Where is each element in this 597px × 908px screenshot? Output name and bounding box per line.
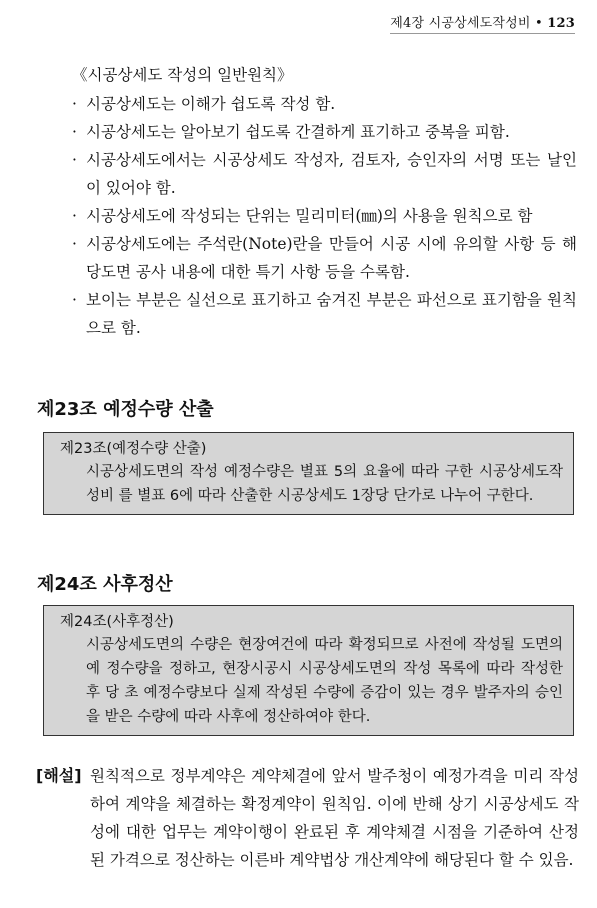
header-separator: •: [535, 16, 543, 31]
running-header: [390, 12, 575, 34]
article-24-box-body: 시공상세도면의 수량은 현장여건에 따라 확정되므로 사전에 작성될 도면의 예 정수량을 정하고, 현장시공시 시공상세도면의 작성 목록에 따라 작성한 후 당 초 예정수량보다 실제 작성된 수량에 증감이 있는 경우 발주자의 승인을 받은 수량에 따라 사후에 정산하여야 한다.: [86, 637, 563, 725]
article-23-box-title: 제23조(예정수량 산출): [60, 441, 207, 457]
principles-list: [72, 90, 577, 342]
principle-item: · 보이는 부분은 실선으로 표기하고 숨겨진 부분은 파선으로 표기함을 원칙으로 함.: [72, 286, 577, 342]
article-24-box: [43, 605, 574, 736]
commentary-text: 원칙적으로 정부계약은 계약체결에 앞서 발주청이 예정가격을 미리 작성하여 계약을 체결하는 확정계약이 원칙임. 이에 반해 상기 시공상세도 작성에 대한 업무는 계약이행이 완료된 후 계약체결 시점을 기준하여 산정된 가격으로 정산하는 이른바 계약법상 개산계약에 해당된다 할 수 있음.: [90, 767, 579, 869]
principle-item: · 시공상세도에 작성되는 단위는 밀리미터(㎜)의 사용을 원칙으로 함: [72, 202, 577, 230]
page-number: 123: [547, 16, 575, 31]
article-23-heading: 제23조 예정수량 산출: [37, 399, 214, 420]
general-principles: [72, 60, 577, 342]
principle-item: · 시공상세도에서는 시공상세도 작성자, 검토자, 승인자의 서명 또는 날인이 있어야 함.: [72, 146, 577, 202]
article-24-box-title: 제24조(사후정산): [60, 614, 174, 630]
chapter-title: 제4장 시공상세도작성비: [390, 16, 531, 31]
principles-title: 《시공상세도 작성의 일반원칙》: [72, 66, 293, 84]
principle-item: · 시공상세도는 알아보기 쉽도록 간결하게 표기하고 중복을 피함.: [72, 118, 577, 146]
principle-item: · 시공상세도는 이해가 쉽도록 작성 함.: [72, 90, 577, 118]
article-24-heading: 제24조 사후정산: [37, 574, 173, 595]
principle-item: · 시공상세도에는 주석란(Note)란을 만들어 시공 시에 유의할 사항 등 해당도면 공사 내용에 대한 특기 사항 등을 수록함.: [72, 230, 577, 286]
commentary-tag: [해설]: [36, 766, 82, 785]
article-23-box-body: 시공상세도면의 작성 예정수량은 별표 5의 요율에 따라 구한 시공상세도작성비 를 별표 6에 따라 산출한 시공상세도 1장당 단가로 나누어 구한다.: [86, 464, 563, 504]
article-23-box: [43, 432, 574, 515]
commentary: [36, 762, 579, 874]
